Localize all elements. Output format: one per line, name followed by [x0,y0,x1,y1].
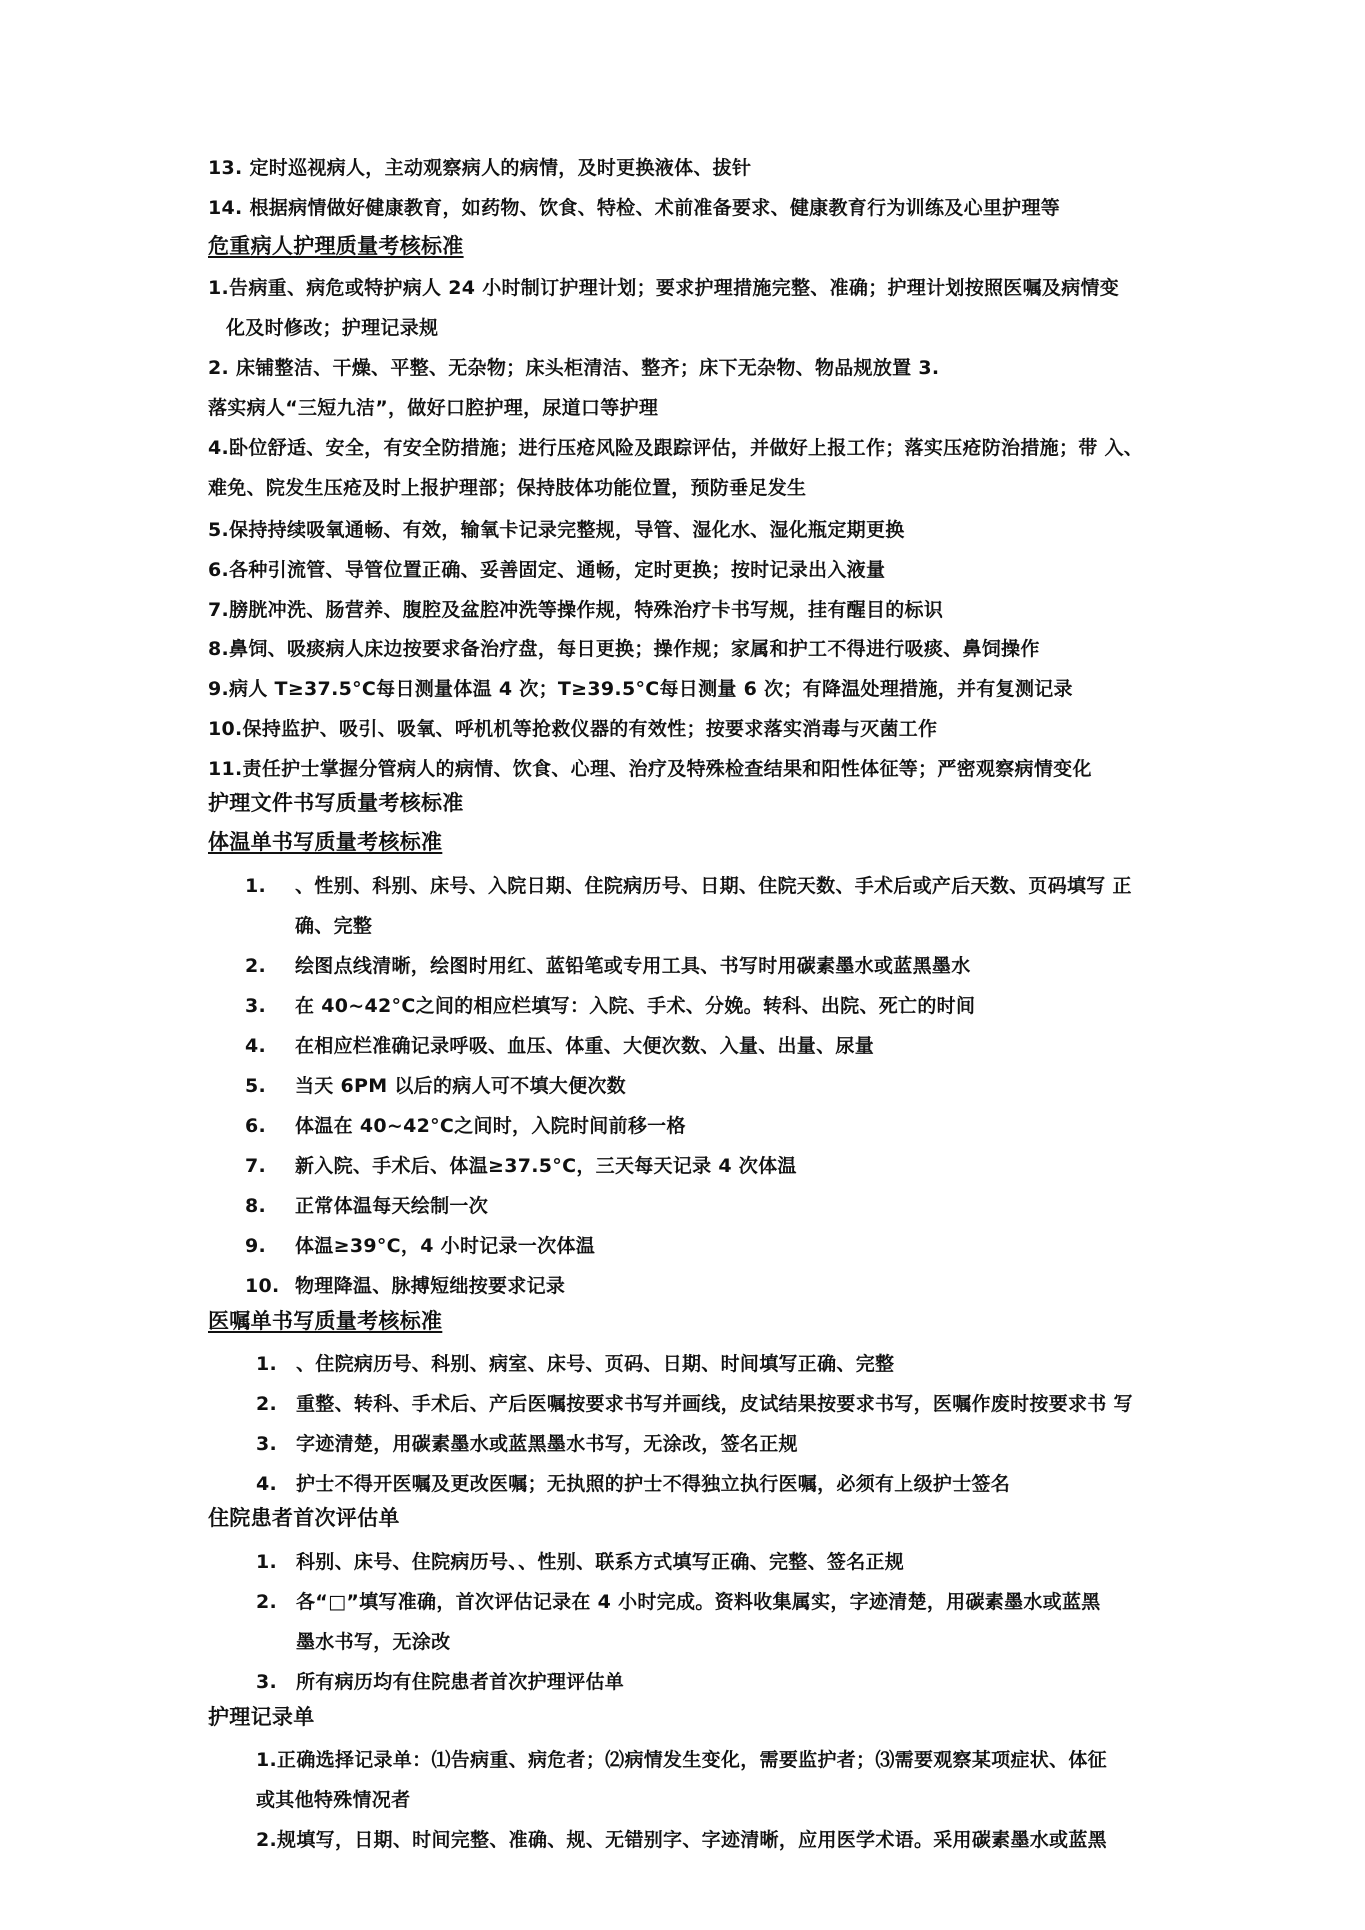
item-number: 6. [245,1115,267,1137]
item-number: 7. [245,1155,267,1177]
item-text: 体温≥39°C，4 小时记录一次体温 [295,1235,596,1257]
item-number: 5. [245,1075,267,1097]
item-text: 物理降温、脉搏短绌按要求记录 [295,1275,566,1297]
list-item [256,1630,450,1654]
item-number: 1. [245,875,267,897]
item-number: 4. [256,1473,278,1495]
item-number: 2. [256,1393,278,1415]
list-item: 13. 定时巡视病人，主动观察病人的病情，及时更换液体、拔针 [208,157,752,179]
section-heading-critical: 危重病人护理质量考核标准 [208,234,464,258]
list-item: 8.鼻饲、吸痰病人床边按要求备治疗盘，每日更换；操作规；家属和护工不得进行吸痰、鼻饲操作 [208,638,1040,660]
list-item [245,914,372,938]
section-heading-assessment: 住院患者首次评估单 [208,1506,400,1530]
list-item: 1.正确选择记录单：⑴告病重、病危者；⑵病情发生变化，需要监护者；⑶需要观察某项症状、体征 [256,1749,1107,1771]
item-text: 确、完整 [295,915,373,937]
list-item [256,1472,1010,1496]
list-item [245,1194,488,1218]
list-item [245,1234,595,1258]
list-item: 2. 床铺整洁、干燥、平整、无杂物；床头柜清洁、整齐；床下无杂物、物品规放置 3. [208,357,940,379]
list-item: 6.各种引流管、导管位置正确、妥善固定、通畅，定时更换；按时记录出入液量 [208,559,886,581]
list-item: 5.保持持续吸氧通畅、有效，输氧卡记录完整规，导管、湿化水、湿化瓶定期更换 [208,519,905,541]
list-item [245,1154,797,1178]
item-number: 4. [245,1035,267,1057]
list-item [245,1274,565,1298]
item-number: 10. [245,1275,280,1297]
item-text: 绘图点线清晰，绘图时用红、蓝铅笔或专用工具、书写时用碳素墨水或蓝黑墨水 [295,955,971,977]
list-item: 7.膀胱冲洗、肠营养、腹腔及盆腔冲洗等操作规，特殊治疗卡书写规，挂有醒目的标识 [208,599,944,621]
list-item [256,1432,798,1456]
list-item [256,1590,1101,1614]
list-item: 2.规填写，日期、时间完整、准确、规、无错别字、字迹清晰，应用医学术语。采用碳素墨水或蓝黑 [256,1829,1107,1851]
list-item [256,1392,1133,1416]
item-number: 1. [256,1353,278,1375]
item-text: 当天 6PM 以后的病人可不填大便次数 [295,1075,626,1097]
item-text: 护士不得开医嘱及更改医嘱；无执照的护士不得独立执行医嘱，必须有上级护士签名 [296,1473,1011,1495]
list-item [245,1114,686,1138]
list-item: 或其他特殊情况者 [256,1789,411,1811]
item-number: 3. [256,1671,278,1693]
list-item: 落实病人“三短九洁”，做好口腔护理，尿道口等护理 [208,397,659,419]
list-item: 化及时修改；护理记录规 [226,317,439,339]
list-item [245,1034,874,1058]
section-heading-orders: 医嘱单书写质量考核标准 [208,1309,443,1333]
list-item [256,1352,894,1376]
list-item: 10.保持监护、吸引、吸氧、呼机机等抢救仪器的有效性；按要求落实消毒与灭菌工作 [208,718,938,740]
list-item: 1.告病重、病危或特护病人 24 小时制订护理计划；要求护理措施完整、准确；护理计划按照医嘱及病情变 [208,277,1120,299]
item-text: 字迹清楚，用碳素墨水或蓝黑墨水书写，无涂改，签名正规 [296,1433,798,1455]
section-heading-docs: 护理文件书写质量考核标准 [208,791,464,815]
item-number: 1. [256,1551,278,1573]
item-number: 2. [245,955,267,977]
list-item: 14. 根据病情做好健康教育，如药物、饮食、特检、术前准备要求、健康教育行为训练及心里护理等 [208,197,1061,219]
item-text: 新入院、手术后、体温≥37.5°C，三天每天记录 4 次体温 [295,1155,797,1177]
list-item [256,1550,904,1574]
item-text: 正常体温每天绘制一次 [295,1195,489,1217]
item-text: 墨水书写，无涂改 [296,1631,451,1653]
list-item: 11.责任护士掌握分管病人的病情、饮食、心理、治疗及特殊检查结果和阳性体征等；严密观察病情变化 [208,758,1092,780]
item-text: 科别、床号、住院病历号、、性别、联系方式填写正确、完整、签名正规 [296,1551,905,1573]
item-number: 3. [245,995,267,1017]
item-text: 各“□”填写准确，首次评估记录在 4 小时完成。资料收集属实，字迹清楚，用碳素墨水或蓝黑 [296,1591,1101,1613]
section-heading-temperature: 体温单书写质量考核标准 [208,830,443,854]
item-text: 重整、转科、手术后、产后医嘱按要求书写并画线，皮试结果按要求书写，医嘱作废时按要求书 写 [296,1393,1133,1415]
item-text: 体温在 40~42°C之间时，入院时间前移一格 [295,1115,686,1137]
list-item: 4.卧位舒适、安全，有安全防措施；进行压疮风险及跟踪评估，并做好上报工作；落实压疮防治措施；带 入、 [208,437,1144,459]
list-item [245,954,971,978]
item-number: 2. [256,1591,278,1613]
list-item [256,1670,624,1694]
item-number: 9. [245,1235,267,1257]
item-number: 8. [245,1195,267,1217]
list-item [245,874,1132,898]
list-item: 9.病人 T≥37.5°C每日测量体温 4 次；T≥39.5°C每日测量 6 次；有降温处理措施，并有复测记录 [208,678,1073,700]
item-text: 、性别、科别、床号、入院日期、住院病历号、日期、住院天数、手术后或产后天数、页码填写 正 [295,875,1132,897]
item-text: 所有病历均有住院患者首次护理评估单 [296,1671,625,1693]
list-item: 难免、院发生压疮及时上报护理部；保持肢体功能位置，预防垂足发生 [208,477,807,499]
item-text: 、住院病历号、科别、病室、床号、页码、日期、时间填写正确、完整 [296,1353,895,1375]
list-item [245,994,975,1018]
section-heading-records: 护理记录单 [208,1705,315,1729]
list-item [245,1074,626,1098]
item-number: 3. [256,1433,278,1455]
item-text: 在 40~42°C之间的相应栏填写：入院、手术、分娩。转科、出院、死亡的时间 [295,995,976,1017]
item-text: 在相应栏准确记录呼吸、血压、体重、大便次数、入量、出量、尿量 [295,1035,875,1057]
